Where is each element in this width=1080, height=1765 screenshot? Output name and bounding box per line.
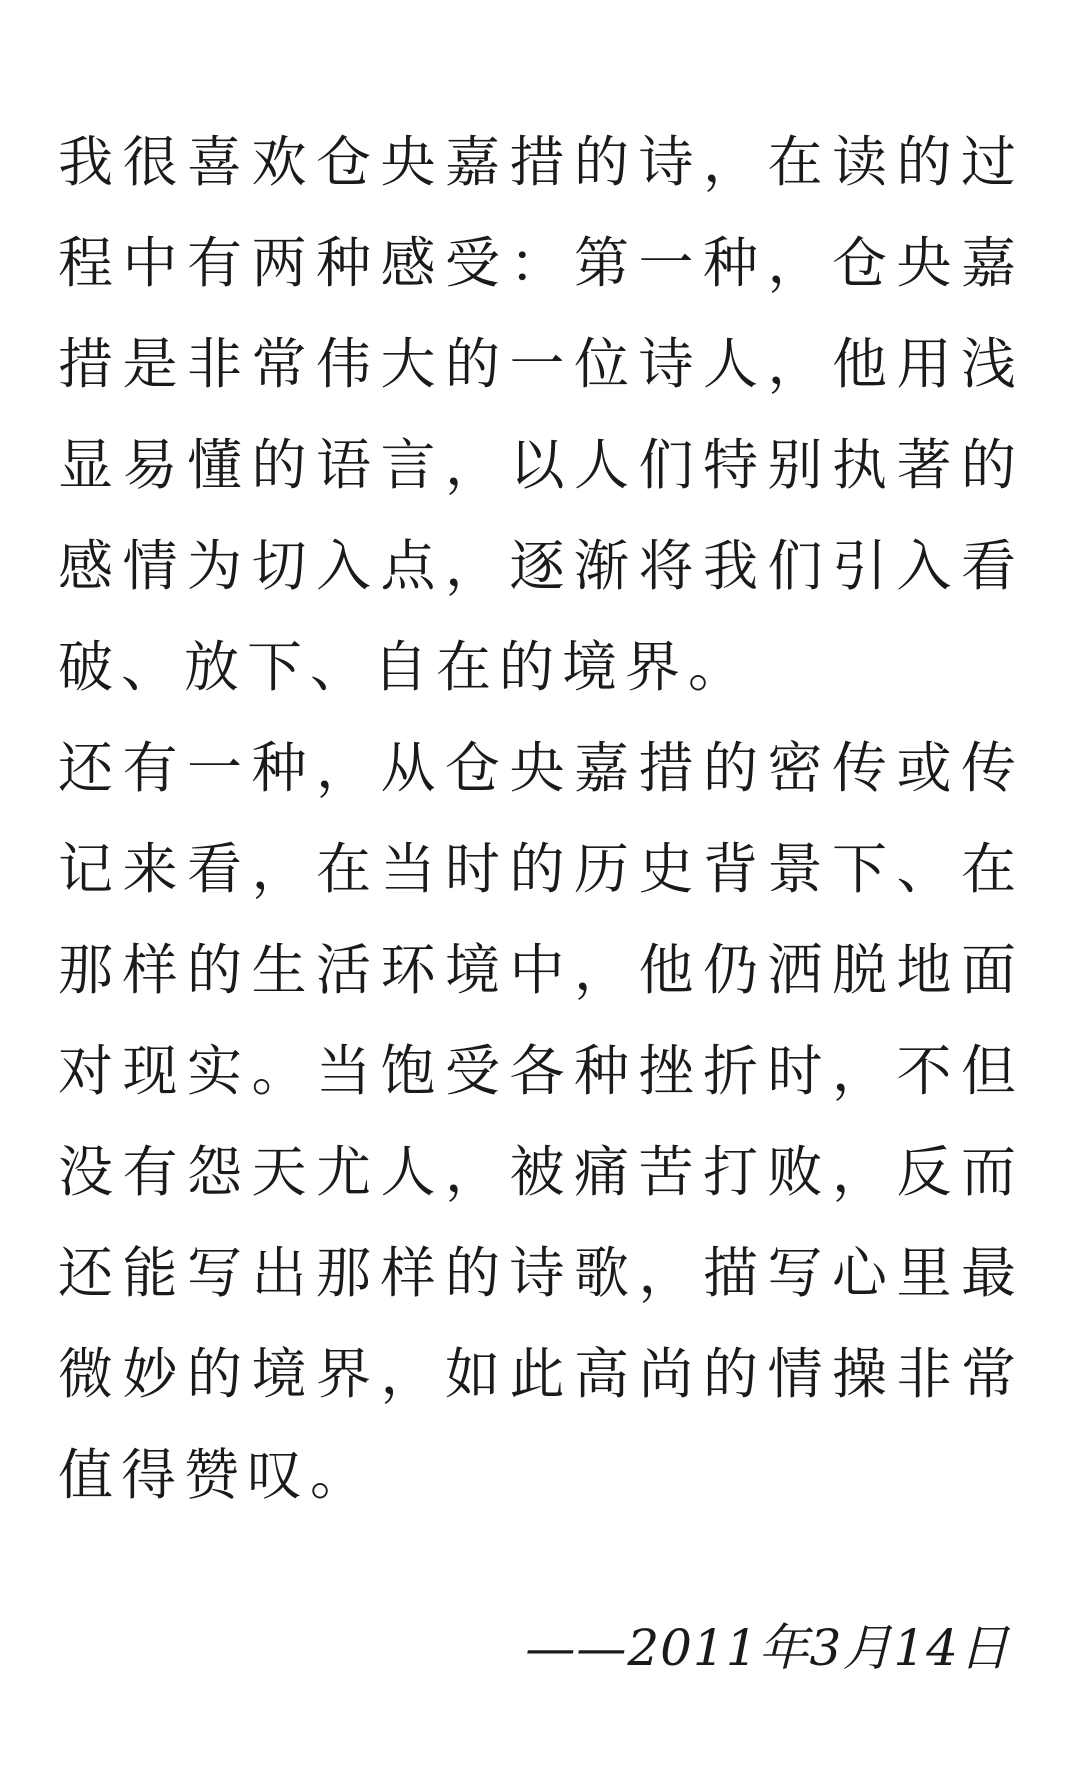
text-body [58, 112, 1024, 1526]
paragraph-2: 还有一种，从仓央嘉措的密传或传记来看，在当时的历史背景下、在那样的生活环境中，他仍洒脱地面对现实。当饱受各种挫折时，不但没有怨天尤人，被痛苦打败，反而还能写出那样的诗歌，描写心里最微妙的境界，如此高尚的情操非常值得赞叹。 [58, 736, 1024, 1507]
paragraph-1: 我很喜欢仓央嘉措的诗，在读的过程中有两种感受：第一种，仓央嘉措是非常伟大的一位诗人，他用浅显易懂的语言，以人们特别执著的感情为切入点，逐渐将我们引入看破、放下、自在的境界。 [58, 130, 1024, 699]
date-signature: ——2011年3月14日 [525, 1619, 1010, 1677]
